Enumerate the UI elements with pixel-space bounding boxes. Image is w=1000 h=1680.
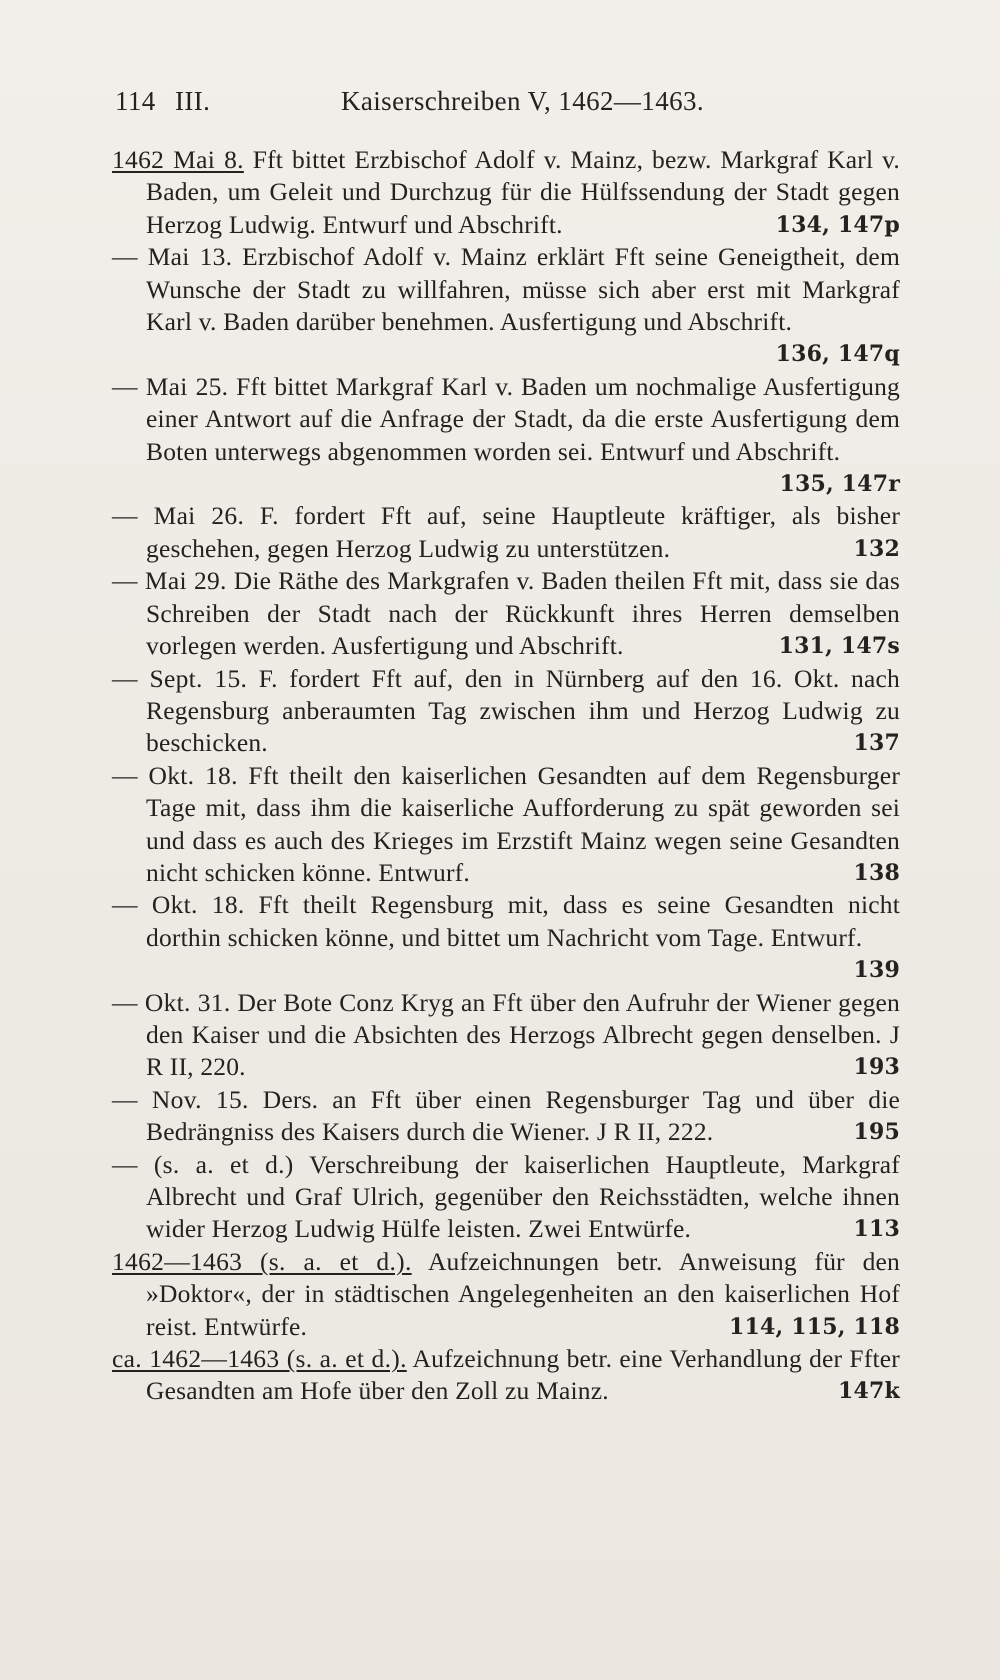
entry-reference-numbers: 131, 147s (778, 633, 900, 660)
regest-entry (112, 241, 900, 371)
entry-date: — (s. a. et d.) (112, 1149, 294, 1179)
entry-date: — Nov. 15. (112, 1084, 249, 1114)
entry-text: Verschreibung der kaiserlichen Hauptleute, Markgraf Albrecht und Graf Ulrich, gegenüber den Reichsstädten, welche ihnen wider Herzog Ludwig Hülfe leisten. Zwei Entwürfe. (146, 1149, 900, 1244)
regest-entry (112, 760, 900, 890)
entry-date: — Mai 29. (112, 566, 227, 596)
entry-reference-numbers: 134, 147p (775, 211, 900, 238)
entry-text: Erzbischof Adolf v. Mainz erklärt Fft seine Geneigtheit, dem Wunsche der Stadt zu willfahren, müsse sich aber erst mit Markgraf Karl v. Baden darüber benehmen. Ausfertigung und Abschrift. (146, 242, 900, 337)
entry-date: — Okt. 18. (112, 760, 238, 790)
regest-entry (112, 889, 900, 986)
entry-reference-numbers: 193 (853, 1054, 900, 1081)
entry-date: 1462 Mai 8. (112, 145, 244, 174)
entry-date: — Sept. 15. (112, 663, 248, 693)
page-number: 114 (115, 86, 156, 116)
entry-date: — Okt. 31. (112, 987, 231, 1017)
regest-entry (112, 371, 900, 501)
entry-text: Fft bittet Erzbischof Adolf v. Mainz, bezw. Markgraf Karl v. Baden, um Geleit und Durchzug für die Hülfssendung der Stadt gegen Herzog Ludwig. Entwurf und Abschrift. (146, 145, 900, 239)
entry-reference-numbers: 113 (853, 1216, 900, 1243)
entry-reference-numbers: 195 (853, 1119, 900, 1146)
regest-entry (112, 1246, 900, 1343)
entry-reference-numbers: 139 (853, 957, 900, 984)
entry-date: — Mai 13. (112, 242, 233, 272)
regest-entry (112, 144, 900, 241)
running-title: Kaiserschreiben V, 1462—1463. (341, 86, 705, 116)
regest-entry (112, 500, 900, 565)
entry-text: Die Räthe des Markgrafen v. Baden theilen Fft mit, dass sie das Schreiben der Stadt nach der Rückkunft ihres Herren demselben vorlegen werden. Ausfertigung und Abschrift. (146, 566, 901, 661)
regest-entry (112, 663, 900, 760)
entry-text: Der Bote Conz Kryg an Fft über den Aufruhr der Wiener gegen den Kaiser und die Absichten des Herzogs Albrecht gegen denselben. J R II, 220. (146, 987, 900, 1082)
regest-entry (112, 987, 900, 1084)
entry-text: Fft theilt den kaiserlichen Gesandten auf dem Regensburger Tage mit, dass ihm die kaiserliche Aufforderung zu spät geworden sei und dass es auch des Krieges im Erzstift Mainz wegen seine Gesandten nicht schicken könne. Entwurf. (146, 760, 901, 887)
entry-reference-numbers: 138 (853, 859, 900, 886)
entry-reference-numbers: 147k (838, 1378, 900, 1405)
regest-entry (112, 1149, 900, 1246)
entry-date: — Okt. 18. (112, 890, 245, 920)
entry-text: F. fordert Fft auf, seine Hauptleute kräftiger, als bisher geschehen, gegen Herzog Ludwig zu unterstützen. (146, 501, 901, 563)
page-header (115, 86, 715, 122)
entry-text: Aufzeichnungen betr. Anweisung für den »Doktor«, der in städtischen Angelegenheiten an den kaiserlichen Hof reist. Entwürfe. (146, 1246, 901, 1341)
regest-entry (112, 1343, 900, 1408)
entry-text: Aufzeichnung betr. eine Verhandlung der Ffter Gesandten am Hofe über den Zoll zu Mainz. (146, 1344, 901, 1406)
regest-list (112, 144, 900, 1408)
entry-reference-numbers: 132 (853, 535, 900, 562)
entry-reference-numbers: 135, 147r (779, 471, 900, 498)
entry-reference-numbers: 136, 147q (775, 341, 900, 368)
entry-text: Fft bittet Markgraf Karl v. Baden um nochmalige Ausfertigung einer Antwort auf die Anfrage der Stadt, da die erste Ausfertigung dem Boten unterwegs abgenommen worden sei. Entwurf und Abschrift. (146, 371, 900, 466)
entry-reference-numbers: 137 (853, 730, 900, 757)
entry-date: — Mai 26. (112, 501, 245, 531)
regest-entry (112, 565, 900, 662)
entry-text: F. fordert Fft auf, den in Nürnberg auf den 16. Okt. nach Regensburg anberaumten Tag zwischen ihm und Herzog Ludwig zu beschicken. (146, 663, 900, 758)
entry-date: — Mai 25. (112, 371, 229, 401)
regest-entry (112, 1084, 900, 1149)
entry-date: ca. 1462—1463 (s. a. et d.). (112, 1344, 407, 1374)
entry-reference-numbers: 114, 115, 118 (728, 1313, 900, 1340)
part-number: III. (175, 86, 211, 116)
entry-text: Fft theilt Regensburg mit, dass es seine Gesandten nicht dorthin schicken könne, und bittet um Nachricht vom Tage. Entwurf. (146, 890, 901, 952)
entry-text: Ders. an Fft über einen Regensburger Tag und über die Bedrängniss des Kaisers durch die Wiener. J R II, 222. (146, 1084, 901, 1147)
entry-date: 1462—1463 (s. a. et d.). (112, 1246, 412, 1276)
